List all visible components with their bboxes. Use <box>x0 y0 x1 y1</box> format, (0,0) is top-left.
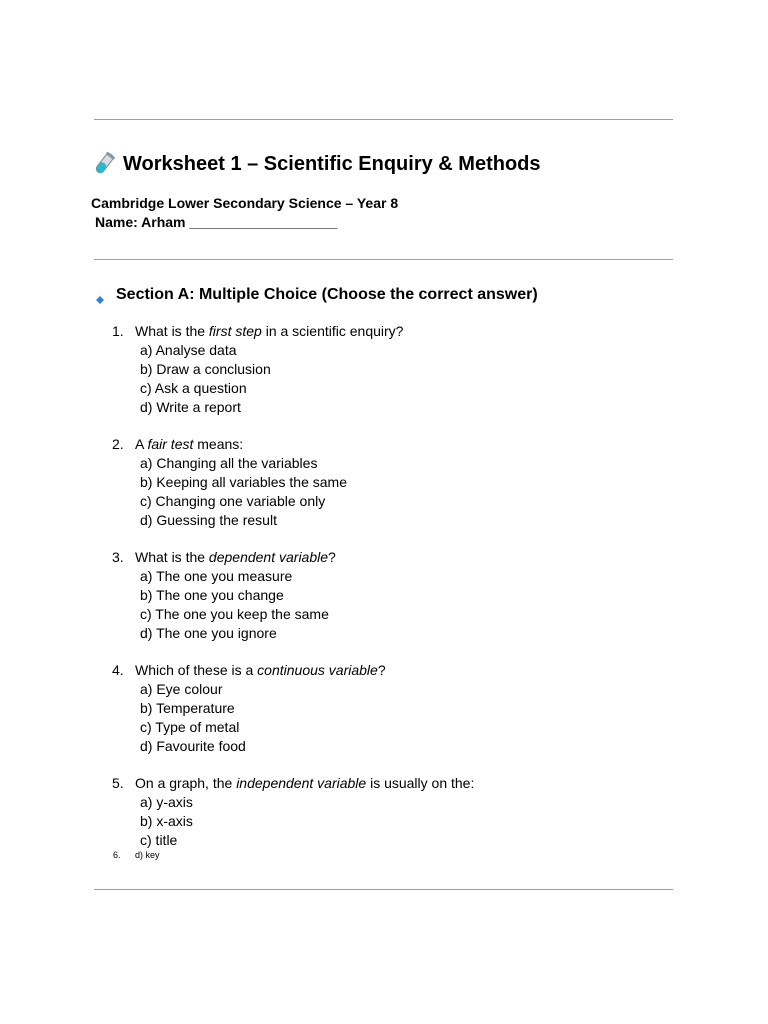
question-number: 4. <box>112 662 124 678</box>
question-stem <box>112 661 672 680</box>
question-text-start: Which of these is a <box>135 662 258 678</box>
section-a-heading: Section A: Multiple Choice (Choose the correct answer) <box>116 286 538 303</box>
question-key-term: continuous variable <box>257 662 378 678</box>
question-text <box>135 774 474 793</box>
question-text <box>135 661 386 680</box>
answer-option: d) Guessing the result <box>140 512 277 528</box>
test-tube-icon <box>91 151 117 177</box>
question-text-end: ? <box>377 662 386 678</box>
question-key-term: independent variable <box>236 775 367 791</box>
answer-option: d) The one you ignore <box>140 625 277 641</box>
question-number: 3. <box>112 549 124 565</box>
answer-option: b) Temperature <box>140 700 235 716</box>
question-number: 5. <box>112 775 124 791</box>
top-divider <box>94 119 673 120</box>
answer-option: c) Type of metal <box>140 719 240 735</box>
question-number: 6. <box>113 850 121 860</box>
answer-option: b) x-axis <box>140 813 193 829</box>
question-text-end: is usually on the: <box>366 775 475 791</box>
blue-diamond-icon <box>96 291 104 299</box>
question-stem <box>112 548 672 567</box>
answer-option: a) y-axis <box>140 794 193 810</box>
section-a-heading-row <box>96 286 538 304</box>
question-item <box>112 435 672 530</box>
answer-option: b) Draw a conclusion <box>140 361 271 377</box>
answer-option: d) Write a report <box>140 399 241 415</box>
question-text-end: means: <box>193 436 244 452</box>
question-stem <box>112 435 672 454</box>
subtitle: Cambridge Lower Secondary Science – Year 8 <box>91 195 399 211</box>
bottom-divider <box>94 889 673 890</box>
question-text-start: What is the <box>135 549 209 565</box>
question-stem <box>112 774 672 793</box>
question-text-end: in a scientific enquiry? <box>261 323 404 339</box>
question-number: 2. <box>112 436 124 452</box>
question-text <box>135 322 403 341</box>
question-number: 1. <box>112 323 124 339</box>
answer-option: a) The one you measure <box>140 568 293 584</box>
question-text-end: ? <box>328 549 336 565</box>
list-item-6 <box>113 849 160 861</box>
question-list <box>112 322 672 850</box>
answer-option: b) Keeping all variables the same <box>140 474 348 490</box>
answer-option: a) Analyse data <box>140 342 237 358</box>
question-item <box>112 661 672 756</box>
answer-option: d) Favourite food <box>140 738 246 754</box>
question-key-term: fair test <box>147 436 194 452</box>
question-text-start: On a graph, the <box>135 775 237 791</box>
title-row <box>91 149 541 179</box>
answer-option: c) Ask a question <box>140 380 247 396</box>
answer-option: c) The one you keep the same <box>140 606 329 622</box>
answer-option: c) Changing one variable only <box>140 493 326 509</box>
student-name-line: Name: Arham ___________________ <box>95 214 338 230</box>
question-item <box>112 774 672 850</box>
question-item <box>112 322 672 417</box>
page-title: Worksheet 1 – Scientific Enquiry & Methods <box>123 152 541 175</box>
header-divider <box>94 259 673 260</box>
question-stem <box>112 322 672 341</box>
question-key-term: first step <box>208 323 262 339</box>
question-text <box>135 548 336 567</box>
question-text-start: A <box>135 436 148 452</box>
answer-option: a) Changing all the variables <box>140 455 318 471</box>
question-key-term: dependent variable <box>208 549 329 565</box>
answer-option: a) Eye colour <box>140 681 223 697</box>
answer-option: c) title <box>140 832 178 848</box>
question-text-start: What is the <box>135 323 209 339</box>
option-text: d) key <box>135 850 160 860</box>
question-text <box>135 435 243 454</box>
question-item <box>112 548 672 643</box>
answer-option: b) The one you change <box>140 587 284 603</box>
